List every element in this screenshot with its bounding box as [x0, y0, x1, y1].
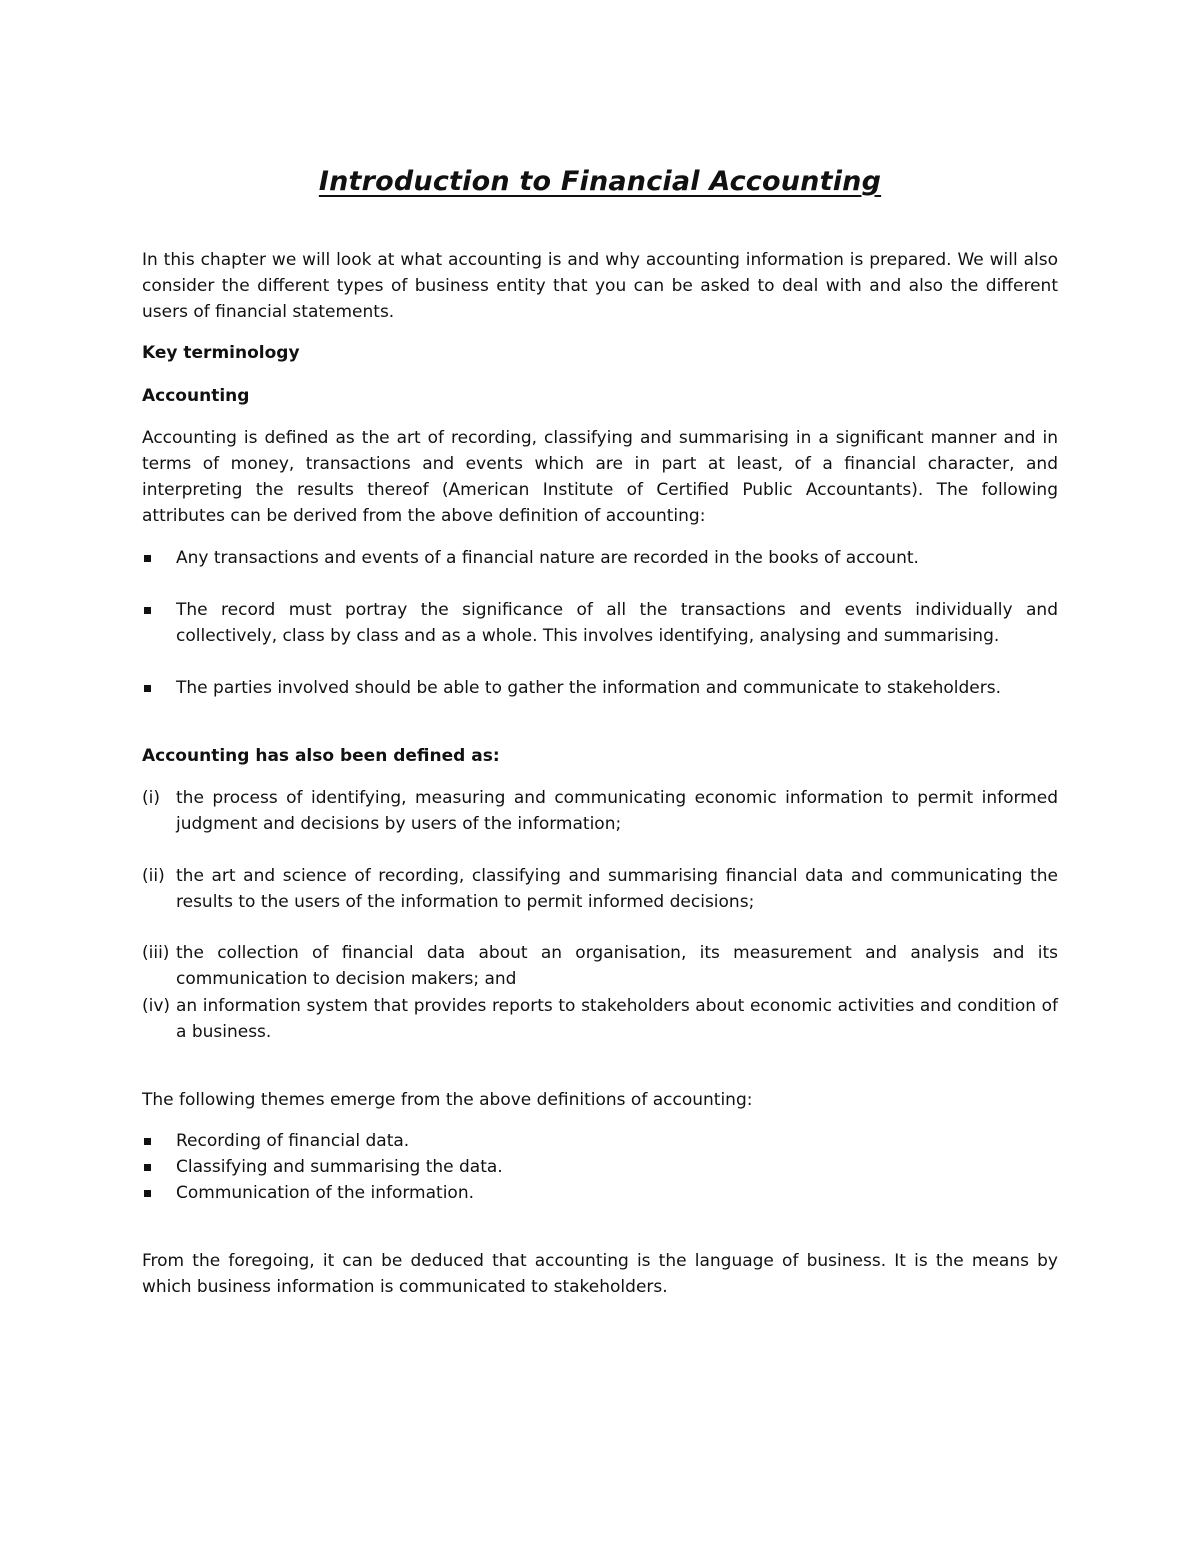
definition-list-item — [142, 940, 1058, 992]
definition-marker: (i) — [142, 788, 160, 808]
theme-list-item — [142, 1128, 1058, 1154]
definition-marker: (iv) — [142, 996, 171, 1016]
square-bullet-icon — [144, 1138, 151, 1145]
attribute-text: Any transactions and events of a financial nature are recorded in the books of account. — [176, 548, 919, 568]
theme-text: Classifying and summarising the data. — [176, 1157, 503, 1177]
square-bullet-icon — [144, 1164, 151, 1171]
key-terminology-heading: Key terminology — [142, 343, 300, 363]
conclusion-paragraph: From the foregoing, it can be deduced that accounting is the language of business. It is the means by which business information is communicated to stakeholders. — [142, 1251, 1058, 1297]
attribute-text: The parties involved should be able to gather the information and communicate to stakeholders. — [176, 678, 1002, 698]
attribute-list-item — [142, 545, 1058, 571]
definition-list-item — [142, 863, 1058, 915]
square-bullet-icon — [144, 555, 151, 562]
accounting-definition-paragraph: Accounting is defined as the art of recording, classifying and summarising in a significant manner and in terms of money, transactions and events which are in part at least, of a financial character, and interpreting the results thereof (American Institute of Certified Public Accountants). The following attributes can be derived from the above definition of accounting: — [142, 428, 1058, 526]
definition-text: the art and science of recording, classifying and summarising financial data and communicating the results to the users of the information to permit informed decisions; — [176, 866, 1058, 912]
themes-intro-paragraph: The following themes emerge from the above definitions of accounting: — [142, 1090, 753, 1110]
square-bullet-icon — [144, 1190, 151, 1197]
definition-marker: (iii) — [142, 943, 170, 963]
definition-list-item — [142, 993, 1058, 1045]
attribute-list-item — [142, 675, 1058, 701]
definition-text: an information system that provides reports to stakeholders about economic activities and condition of a business. — [176, 996, 1058, 1042]
also-defined-heading: Accounting has also been defined as: — [142, 746, 500, 766]
document-title: Introduction to Financial Accounting — [318, 166, 882, 197]
attribute-text: The record must portray the significance of all the transactions and events individually and collectively, class by class and as a whole. This involves identifying, analysing and summarising. — [176, 600, 1058, 646]
definition-marker: (ii) — [142, 866, 165, 886]
attribute-list-item — [142, 597, 1058, 649]
theme-list-item — [142, 1154, 1058, 1180]
square-bullet-icon — [144, 607, 151, 614]
theme-text: Communication of the information. — [176, 1183, 475, 1203]
theme-text: Recording of financial data. — [176, 1131, 410, 1151]
accounting-heading: Accounting — [142, 386, 250, 406]
square-bullet-icon — [144, 685, 151, 692]
theme-list-item — [142, 1180, 1058, 1206]
definition-text: the process of identifying, measuring and communicating economic information to permit informed judgment and decisions by users of the information; — [176, 788, 1058, 834]
intro-paragraph: In this chapter we will look at what accounting is and why accounting information is prepared. We will also consider the different types of business entity that you can be asked to deal with and also the different users of financial statements. — [142, 250, 1058, 322]
definition-text: the collection of financial data about an organisation, its measurement and analysis and its communication to decision makers; and — [176, 943, 1058, 989]
definition-list-item — [142, 785, 1058, 837]
